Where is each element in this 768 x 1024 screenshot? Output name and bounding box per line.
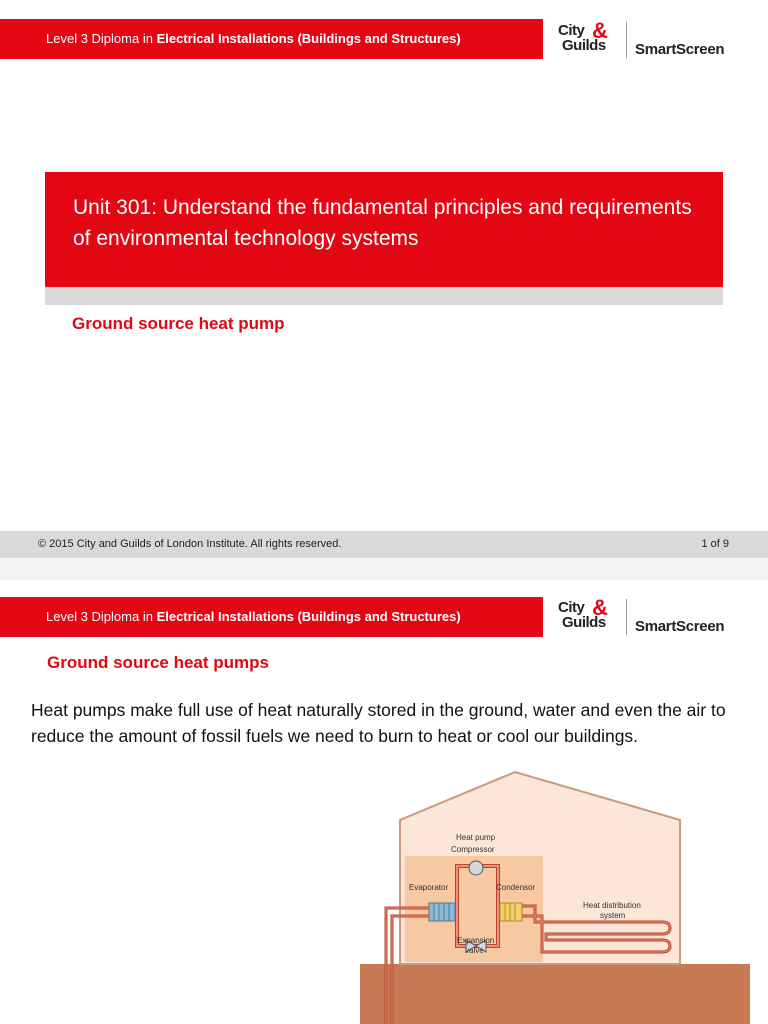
header-prefix: Level 3 Diploma in [46, 31, 157, 46]
header-bar [0, 19, 543, 59]
label-compressor: Compressor [451, 845, 495, 854]
label-heat-pump: Heat pump [456, 833, 496, 842]
label-condensor: Condensor [496, 883, 536, 892]
slide1-subtitle: Ground source heat pump [72, 314, 285, 333]
logo-ampersand: & [592, 595, 608, 620]
page-indicator: 1 of 9 [701, 538, 729, 550]
logo-guilds: Guilds [562, 614, 606, 631]
heat-pump-diagram [330, 770, 750, 1024]
slide-2 [0, 580, 768, 1024]
city-guilds-logo [556, 595, 756, 639]
header-course: Electrical Installations (Buildings and Structures) [156, 609, 461, 624]
logo-ampersand: & [592, 18, 608, 43]
logo-brand: SmartScreen [635, 41, 725, 58]
copyright-text: © 2015 City and Guilds of London Institute. All rights reserved. [38, 538, 342, 550]
logo-city: City [558, 22, 585, 39]
logo-divider [626, 22, 627, 58]
compressor-icon [469, 861, 483, 875]
slide-separator [0, 558, 768, 580]
city-guilds-logo [556, 18, 756, 62]
label-heat-distribution: Heat distribution [583, 901, 641, 910]
unit-title-box [45, 172, 723, 287]
heat-pump-diagram-svg [330, 770, 750, 1024]
unit-title: Unit 301: Understand the fundamental principles and requirements of environmental technology systems [73, 196, 692, 250]
header-prefix: Level 3 Diploma in [46, 609, 157, 624]
logo-guilds: Guilds [562, 37, 606, 54]
logo-divider [626, 599, 627, 635]
label-valve: valve [465, 946, 484, 955]
ground-area [360, 964, 750, 1024]
logo-brand: SmartScreen [635, 618, 725, 635]
condensor-icon [500, 903, 522, 921]
label-system: system [600, 911, 626, 920]
label-expansion: Expansion [457, 936, 495, 945]
title-underline-band [45, 287, 723, 305]
slide-footer [0, 531, 768, 558]
slide2-body-text: Heat pumps make full use of heat naturally stored in the ground, water and even the air to reduce the amount of fossil fuels we need to burn to heat or cool our buildings. [31, 700, 726, 746]
logo-city: City [558, 599, 585, 616]
evaporator-icon [429, 903, 455, 921]
header-course: Electrical Installations (Buildings and Structures) [156, 31, 461, 46]
label-evaporator: Evaporator [409, 883, 449, 892]
slide2-title: Ground source heat pumps [47, 653, 269, 672]
header-bar [0, 597, 543, 637]
